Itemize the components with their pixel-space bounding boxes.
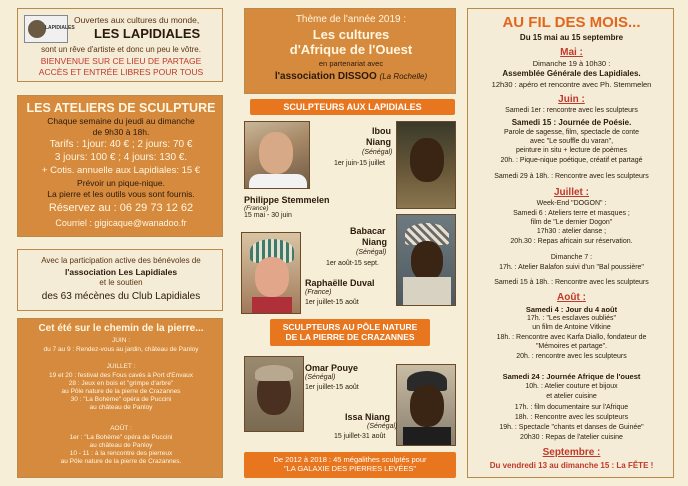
ete-aout-heading: AOÛT : [110,425,132,432]
issa-date: 15 juillet-31 août [334,433,386,440]
aout-8: 10h. : Atelier couture et bijoux [525,383,618,390]
header-title: LES LAPIDIALES [94,26,201,41]
juillet-1: Week-End "DOGON" : [536,200,607,207]
babacar-country: (Sénégal) [356,249,387,256]
benevoles-panel [17,249,223,311]
ibou-date: 1er juin-15 juillet [334,160,385,167]
juin-6: 20h. : Pique-nique poétique, créatif et partagé [500,157,643,164]
aout-7: Samedi 24 : Journée Afrique de l'ouest [502,372,641,381]
ete-juillet-2: 28 : Jeux en bois et "grimpe d'arbre" [68,380,174,387]
juillet-6: Dimanche 7 : [550,254,593,261]
header-panel [17,8,223,82]
ateliers-line2: de 9h30 à 18h. [92,127,150,137]
juin-3: Parole de sagesse, film, spectacle de conte [503,129,640,136]
mai-2: Assemblée Générale des Lapidiales. [502,69,641,78]
ateliers-email: Courriel : gigicaque@wanadoo.fr [55,218,187,228]
galaxie-banner [244,452,456,478]
theme-association-name: l'association DISSOO [274,71,377,82]
babacar-niang-photo [396,214,456,306]
philippe-country: (France) [244,205,269,212]
sculpteurs-lapidiales-banner: SCULPTEURS AUX LAPIDIALES [250,99,455,115]
crazannes-banner-line2: DE LA PIERRE DE CRAZANNES [285,332,415,342]
ateliers-title: LES ATELIERS DE SCULPTURE [26,101,216,115]
mois-title: AU FIL DES MOIS... [502,14,641,31]
aout-3: un film de Antoine Vitkine [532,324,611,331]
ibou-country: (Sénégal) [362,149,393,156]
theme-line3: d'Afrique de l'Ouest [289,42,413,57]
ibou-face [410,138,444,182]
omar-country: (Sénégal) [305,374,336,381]
septembre-heading: Septembre : [542,447,601,458]
ete-juillet-4: 30 : "La Bohème" opéra de Puccini [70,396,172,403]
raphaelle-name: Raphaëlle Duval [305,278,375,288]
ete-juin-heading: JUIN : [111,337,131,344]
philippe-stemmelen-photo [244,121,310,189]
ateliers-line1: Chaque semaine du jeudi au dimanche [47,116,195,126]
mai-heading: Mai : [560,47,583,58]
septembre-1: Du vendredi 13 au dimanche 15 : La FÊTE ! [489,461,654,470]
theme-panel [244,8,456,94]
theme-association-city: (La Rochelle) [379,72,428,81]
issa-name: Issa Niang [345,412,391,422]
juin-4: avec "Le souffle du varan", [529,138,614,145]
lapidiales-logo [24,15,75,43]
ete-aout-2: au château de Panloy [89,442,153,449]
issa-niang-photo [396,364,456,446]
header-line1: Ouvertes aux cultures du monde, [74,15,200,25]
header-line2: sont un rêve d'artiste et donc un peu le vôtre. [41,45,201,54]
ateliers-tools: La pierre et les outils vous sont fournis. [47,189,195,199]
benevoles-line3: et le soutien [99,278,143,287]
ete-aout-3: 10 - 11 : à la rencontre des pierreux [69,450,173,457]
philippe-face [259,132,293,174]
aout-5: "Mémoires et partage". [535,343,608,350]
ibou-name2: Niang [366,137,392,147]
aout-10: 17h. : film documentaire sur l'Afrique [514,404,629,411]
raphaelle-face [255,257,289,297]
philippe-date: 15 mai - 30 juin [244,212,292,219]
aout-13: 20h30 : Repas de l'atelier cuisine [520,434,623,441]
juin-7: Samedi 29 à 18h. : Rencontre avec les sculpteurs [494,173,649,180]
juillet-2: Samedi 6 : Ateliers terre et masques ; [513,210,630,217]
logo-text: LAPIDIALES [45,25,75,31]
ete-aout-4: au Pôle nature de la pierre de Crazannes. [60,458,182,465]
raphaelle-date: 1er juillet-15 août [305,299,359,306]
juillet-3: film de "Le dernier Dogon" [530,219,613,226]
theme-association [245,71,457,82]
ateliers-picnic: Prévoir un pique-nique. [77,178,165,188]
mois-subtitle: Du 15 mai au 15 septembre [519,33,624,42]
aout-heading: Août : [557,292,586,303]
juillet-8: Samedi 15 à 18h. : Rencontre avec les sculpteurs [494,279,649,286]
juin-heading: Juin : [558,94,585,105]
issa-face [410,385,444,427]
theme-line2: Les cultures [312,27,390,42]
header-line4: ACCÈS ET ENTRÉE LIBRES POUR TOUS [38,67,204,77]
ibou-name1: Ibou [372,126,391,136]
galaxie-line1: De 2012 à 2018 : 45 mégalithes sculptés pour [273,455,427,464]
babacar-face [411,241,443,281]
ete-aout-1: 1er : "La Bohème" opéra de Puccini [69,434,173,441]
juillet-5: 20h.30 : Repas africain sur réservation. [510,238,633,245]
juillet-heading: Juillet : [553,187,589,198]
juillet-7: 17h. : Atelier Balafon suivi d'un "Bal poussière" [499,264,644,271]
juin-5: peinture in situ + lecture de poèmes [515,147,628,154]
raphaelle-scarf [252,297,292,314]
ateliers-phone: Réservez au : 06 29 73 12 62 [48,202,194,214]
aout-6: 20h. : rencontre avec les sculpteurs [516,353,627,360]
philippe-shirt [249,174,307,189]
sculpteurs-crazannes-banner [270,319,430,346]
galaxie-line2: "LA GALAXIE DES PIERRES LEVÉES" [283,464,417,473]
mai-3: 12h30 : apéro et rencontre avec Ph. Stemmelen [491,80,652,89]
benevoles-line1: Avec la participation active des bénévoles de [41,256,201,265]
ete-panel [17,318,223,478]
theme-line1: Thème de l'année 2019 : [295,14,407,25]
raphaelle-duval-photo [241,232,301,314]
ateliers-tarifs2: 3 jours: 100 € ; 4 jours: 130 €. [54,152,188,163]
babacar-scarf [403,277,451,306]
raphaelle-country: (France) [305,289,332,296]
babacar-date: 1er août-15 sept. [326,260,379,267]
ateliers-tarifs1: Tarifs : 1jour: 40 € ; 2 jours: 70 € [49,139,193,150]
omar-name: Omar Pouye [305,363,359,373]
aout-1: Samedi 4 : Jour du 4 août [525,305,618,314]
logo-emblem [28,20,46,38]
theme-line4: en partenariat avec [318,59,384,68]
juin-1: Samedi 1er : rencontre avec les sculpteurs [505,107,638,114]
header-line3: BIENVENUE SUR CE LIEU DE PARTAGE [40,56,202,66]
philippe-name: Philippe Stemmelen [244,195,330,205]
babacar-name2: Niang [362,237,388,247]
ete-juin-1: du 7 au 9 : Rendez-vous au jardin, château de Panloy [43,346,199,353]
omar-headwrap [255,365,293,381]
ete-title: Cet été sur le chemin de la pierre... [38,323,204,334]
mois-panel [467,8,674,478]
crazannes-banner-line1: SCULPTEURS AU PÔLE NATURE [282,322,418,332]
omar-pouye-photo [244,356,304,432]
aout-12: 19h. : Spectacle "chants et danses de Guinée" [499,424,644,431]
ateliers-cotisation: + Cotis. annuelle aux Lapidiales: 15 € [41,165,201,176]
issa-shirt [403,427,451,446]
issa-country: (Sénégal) [367,423,398,430]
ete-juillet-1: 19 et 20 : festival des Fous cavés à Port d'Envaux [49,372,193,379]
aout-9: et atelier cuisine [546,393,597,400]
ete-juillet-5: au château de Panloy [89,404,153,411]
mai-1: Dimanche 19 à 10h30 : [532,59,611,68]
ateliers-panel [17,95,223,237]
benevoles-line2: l'association Les Lapidiales [64,267,178,277]
omar-date: 1er juillet-15 août [305,384,359,391]
benevoles-line4: des 63 mécènes du Club Lapidiales [41,291,201,302]
ibou-niang-photo [396,121,456,209]
juin-2: Samedi 15 : Journée de Poésie. [511,118,632,127]
babacar-name1: Babacar [350,226,386,236]
juillet-4: 17h30 : atelier danse ; [536,228,607,235]
ete-juillet-heading: JUILLET : [106,363,136,370]
ete-juillet-3: au Pôle nature de la pierre de Crazannes [61,388,181,395]
aout-4: 18h. : Rencontre avec Karfa Diallo, fondateur de [496,334,647,341]
aout-11: 18h. : Rencontre avec les sculpteurs [514,414,629,421]
aout-2: 17h. : "Les esclaves oubliés" [526,315,617,322]
